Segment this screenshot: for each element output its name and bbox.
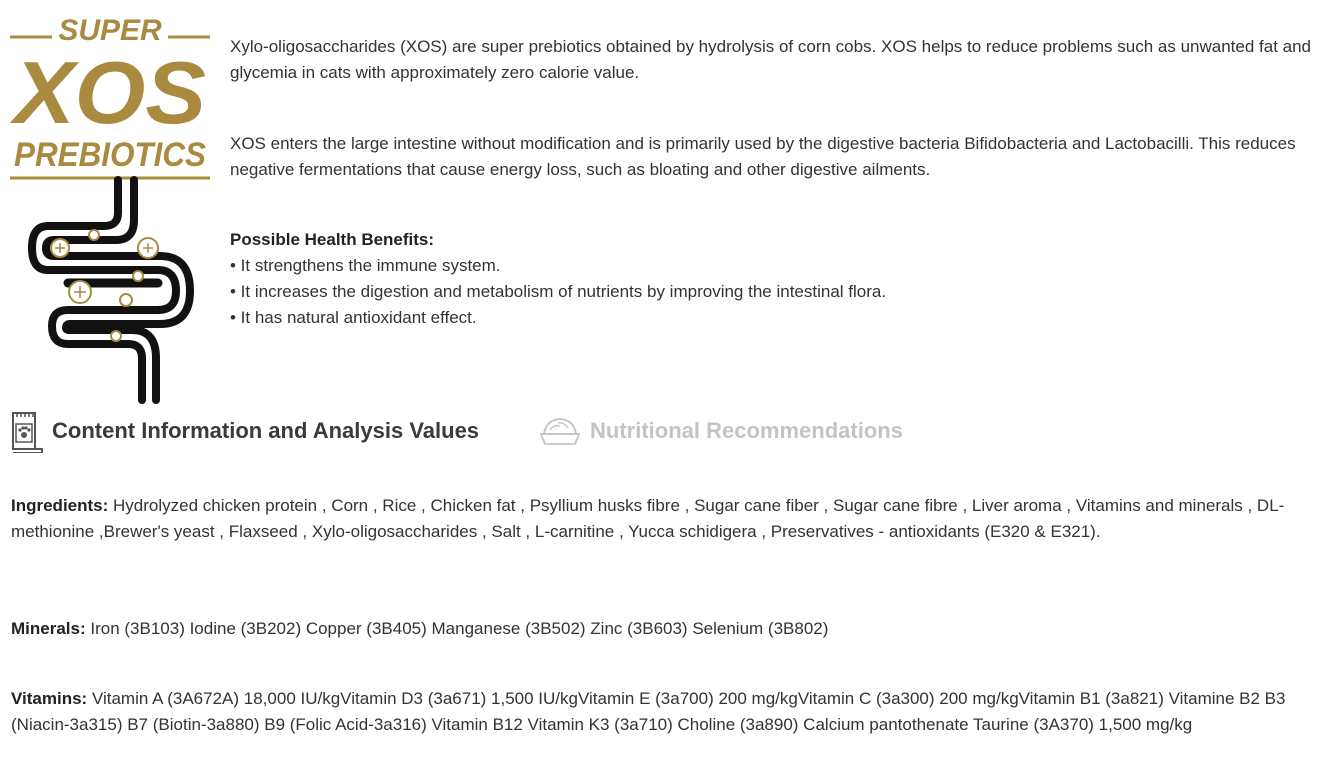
tab-label: Content Information and Analysis Values [52, 418, 480, 443]
svg-text:SUPER: SUPER [58, 14, 162, 47]
tab-nutritional-recommendations[interactable] [538, 408, 903, 454]
minerals-text: Iron (3B103) Iodine (3B202) Copper (3B405) Manganese (3B502) Zinc (3B603) Selenium (3B802) [85, 619, 829, 638]
ingredients-section [11, 493, 1311, 545]
food-bowl-icon [538, 414, 582, 448]
tab-label: Nutritional Recommendations [590, 418, 903, 443]
minerals-section [11, 616, 1311, 642]
svg-text:XOS: XOS [8, 43, 207, 142]
svg-text:PREBIOTICS: PREBIOTICS [14, 136, 207, 174]
ingredients-label: Ingredients: [11, 496, 109, 515]
benefit-item: • It has natural antioxidant effect. [230, 308, 477, 327]
vitamins-text: Vitamin A (3A672A) 18,000 IU/kgVitamin D3 (3a671) 1,500 IU/kgVitamin E (3a700) 200 mg/kgVitamin C (3a300) 200 mg/kgVitamin B1 (3a821) Vitamine B2 B3 (Niacin-3a315) B7 (Biotin-3a880) B9 (Folic Acid-3a316) Vitamin B12 Vitamin K3 (3a710) Choline (3a890) Calcium pantothenate Taurine (3A370) 1,500 mg/kg [11, 689, 1286, 734]
intro-paragraph-1: Xylo-oligosaccharides (XOS) are super prebiotics obtained by hydrolysis of corn cobs. XOS helps to reduce problems such as unwanted fat and glycemia in cats with approximately zero calorie value. [230, 37, 1312, 82]
tab-content-information[interactable] [8, 408, 479, 454]
info-tabs [8, 408, 1008, 458]
vitamins-section [11, 686, 1311, 738]
vitamins-label: Vitamins: [11, 689, 88, 708]
super-xos-prebiotics-logo [8, 8, 214, 408]
xos-description [230, 34, 1315, 183]
intro-paragraph-2: XOS enters the large intestine without modification and is primarily used by the digestive bacteria Bifidobacteria and Lactobacilli. This reduces negative fermentations that cause energy loss, such as bloating and other digestive ailments. [230, 134, 1296, 179]
minerals-label: Minerals: [11, 619, 86, 638]
food-bag-icon [8, 409, 44, 453]
intestine-icon [8, 8, 214, 408]
benefits-heading: Possible Health Benefits: [230, 230, 435, 249]
ingredients-text: Hydrolyzed chicken protein , Corn , Rice , Chicken fat , Psyllium husks fibre , Sugar cane fiber , Sugar cane fibre , Liver aroma , Vitamins and minerals , DL- methionine ,Brewer's yeast , Flaxseed , Xylo-oligosaccharides , Salt , L-carnitine , Yucca schidigera , Preservatives - antioxidants (E320 & E321). [11, 496, 1285, 541]
benefit-item: • It increases the digestion and metabolism of nutrients by improving the intestinal flora. [230, 282, 887, 301]
benefit-item: • It strengthens the immune system. [230, 256, 501, 275]
health-benefits [230, 227, 886, 331]
